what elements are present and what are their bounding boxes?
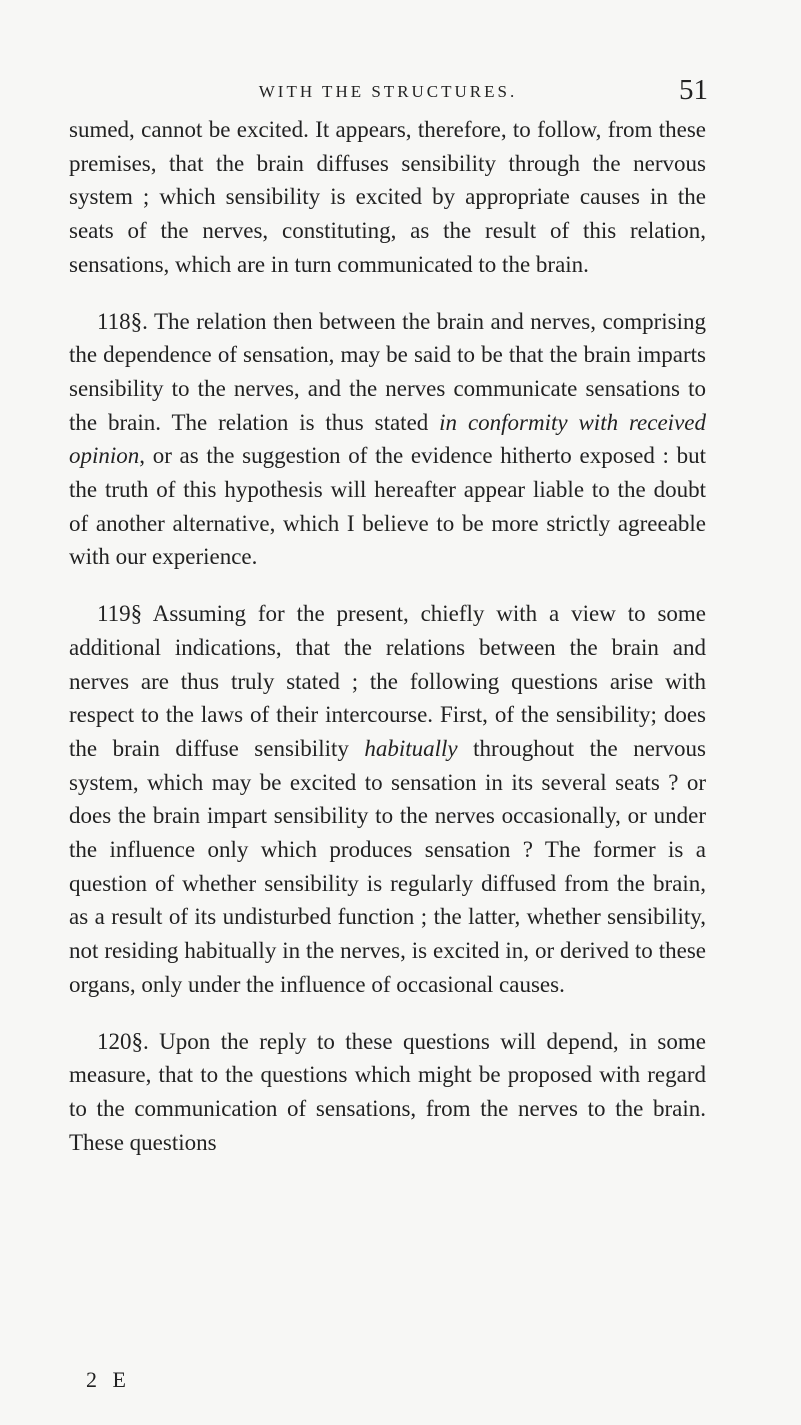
text-run: 118§. The relation then between the brain and nerves, comprising the dependence of sensation, may be said to be that the brain imparts sensibility to the nerves, and the nerves communicate sensations to the brain. The relation is thus stated <box>69 308 706 435</box>
text-run: 119§ Assuming for the present, chiefly with a view to some additional indications, that the relations between the brain and nerves are thus truly stated ; the following questions arise with respect to the laws of their intercourse. First, of the sensibility; does the brain diffuse sensibility <box>69 601 706 761</box>
signature-mark: 2 E <box>86 1367 131 1392</box>
page-number: 51 <box>679 74 708 106</box>
text-run: 120§. Upon the reply to these questions will depend, in some measure, that to the questions which might be proposed with regard to the communication of sensations, from the nerves to the brain. These questions <box>69 1028 706 1155</box>
paragraph-119 <box>69 597 706 1001</box>
italic-run: in conformity with received opinion <box>69 409 706 469</box>
paragraph-118 <box>69 305 706 575</box>
paragraph-120 <box>69 1025 706 1160</box>
text-run: , or as the suggestion of the evidence hitherto exposed : but the truth of this hypothesis will hereafter appear liable to the doubt of another alternative, which I believe to be more strictly agreeable with our experience. <box>69 443 706 570</box>
text-run: sumed, cannot be excited. It appears, therefore, to follow, from these premises, that the brain diffuses sensibility through the nervous system ; which sensibility is excited by appropriate causes in the seats of the nerves, constituting, as the result of this relation, sensations, which are in turn communicated to the brain. <box>69 117 706 277</box>
text-run: throughout the nervous system, which may be excited to sensation in its several seats ? or does the brain impart sensibility to the nerves occasionally, or under the influence only which produces sensation ? The former is a question of whether sensibility is regularly diffused from the brain, as a result of its undisturbed function ; the latter, whether sensibility, not residing habitually in the nerves, is excited in, or derived to these organs, only under the influence of occasional causes. <box>69 735 707 997</box>
running-head: WITH THE STRUCTURES. <box>258 82 518 101</box>
page-header <box>68 74 708 106</box>
paragraph-continuation <box>69 113 706 282</box>
body-text <box>69 113 706 1159</box>
italic-run: habitually <box>364 735 458 761</box>
